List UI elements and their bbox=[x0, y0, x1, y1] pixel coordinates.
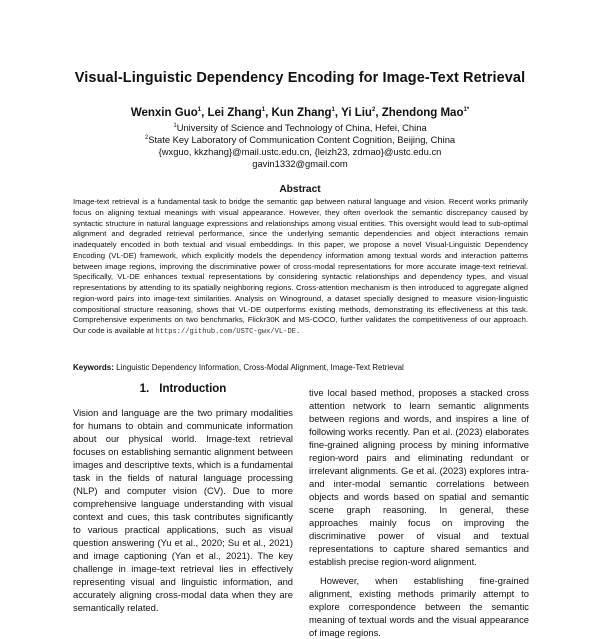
author-affil-mark: 1 bbox=[261, 107, 266, 114]
author-affil-mark: 1* bbox=[463, 107, 470, 114]
body-paragraph: However, when establishing fine-grained alignment, existing methods primarily attempt to explore correspondence between the semantic meaning of textual words and the visual appearance of image regions. bbox=[309, 575, 529, 638]
left-column bbox=[73, 406, 293, 614]
affiliation-mark: 2 bbox=[144, 134, 149, 141]
author-name: Lei Zhang bbox=[207, 107, 262, 119]
code-link[interactable]: https://github.com/USTC-gwx/VL-DE. bbox=[155, 328, 301, 336]
section-heading bbox=[73, 383, 293, 395]
affiliation-text: State Key Laboratory of Communication Content Cognition, Beijing, China bbox=[148, 134, 456, 145]
paper-title: Visual-Linguistic Dependency Encoding for Image-Text Retrieval bbox=[74, 70, 526, 86]
abstract-body bbox=[73, 197, 528, 338]
author-name: Kun Zhang bbox=[271, 107, 332, 119]
body-paragraph: tive local based method, proposes a stacked cross attention network to learn semantic alignments between regions and words, and inspires a line of following works recently. Pan et al. (2023) elaborates fine-grained aligning process by mining informative region-word pairs and eliminating redundant or irrelevant alignments. Ge et al. (2023) explores intra- and inter-modal semantic correlations between objects and words based on spatial and semantic scene graph reasoning. In general, these approaches mainly focus on improving the discriminative power of visual and textual representations to capture shared semantics and establish precise region-word alignment. bbox=[309, 387, 529, 567]
author-affil-mark: 1 bbox=[331, 107, 335, 114]
affiliation-mark: 1 bbox=[173, 122, 177, 129]
affiliation-1 bbox=[0, 122, 600, 133]
affiliation-2 bbox=[0, 134, 600, 145]
author-affil-mark: 1 bbox=[197, 107, 202, 114]
section-title: Introduction bbox=[159, 383, 227, 395]
author-affil-mark: 2 bbox=[371, 107, 376, 114]
keywords-text: Linguistic Dependency Information, Cross-Modal Alignment, Image-Text Retrieval bbox=[116, 363, 404, 372]
right-column bbox=[309, 386, 529, 638]
keywords-label: Keywords: bbox=[73, 363, 114, 372]
abstract-heading: Abstract bbox=[279, 184, 321, 195]
affiliation-text: University of Science and Technology of China, Hefei, China bbox=[176, 122, 427, 133]
author-list: Wenxin Guo$^1$, Lei Zhang$^1$, Kun Zhang$^1$, Yi Liu$^2$, Zhendong Mao$^{1*}$ bbox=[130, 107, 470, 119]
section-number: 1. bbox=[139, 383, 150, 395]
body-paragraph: Vision and language are the two primary modalities for humans to obtain and communicate information about our physical world. Image-text retrieval focuses on establishing semantic alignment between images and descriptive texts, which is a fundamental task in the fields of natural language processing (NLP) and computer vision (CV). Due to more comprehensive language understanding with visual context and cues, this task contributes significantly to various practical applications, such as visual question answering (Yu et al., 2020; Su et al., 2021) and image captioning (Yan et al., 2021). The key challenge in image-text retrieval lies in effectively representing visual and linguistic information, and accurately aligning cross-modal data when they are semantically related. bbox=[73, 407, 293, 613]
keywords-line bbox=[73, 363, 528, 372]
author-emails: {wxguo, kkzhang}@mail.ustc.edu.cn, {leizh23, zdmao}@ustc.edu.cn bbox=[158, 146, 442, 157]
author-email-secondary: gavin1332@gmail.com bbox=[252, 158, 348, 169]
abstract-text: Image-text retrieval is a fundamental task to bridge the semantic gap between natural language and vision. Recent works primarily focus on aligning textual meanings with visual appearance. However, they often overlook the semantic discrepancy caused by syntactic structure in natural language expressions and relationships among visual entities. This oversight would lead to sub-optimal alignment and degraded retrieval performance, since the underlying semantic dependencies and object interactions remain inadequately encoded in both textual and visual embeddings. In this paper, we propose a novel Visual-Linguistic Dependency Encoding (VL-DE) framework, which explicitly models the dependency information among textual words and interaction patterns between image regions, improving the discriminative power of cross-modal representations for more accurate image-text retrieval. Specifically, VL-DE enhances textual representations by considering syntactic relationships and dependency types, and visual representations by attending to its spatially neighboring regions. Cross-attention mechanism is then introduced to aggregate aligned region-word pairs into image-text similarities. Analysis on Winoground, a dataset specially designed to measure vision-linguistic compositional structure reasoning, shows that VL-DE outperforms existing methods, demonstrating its effectiveness at this task. Comprehensive experiments on two benchmarks, Flickr30K and MS-COCO, further validates the competitiveness of our approach. Our code is available at bbox=[73, 197, 528, 335]
author-name: Wenxin Guo bbox=[130, 107, 198, 119]
author-name: Zhendong Mao bbox=[381, 107, 464, 119]
author-name: Yi Liu bbox=[341, 107, 372, 119]
